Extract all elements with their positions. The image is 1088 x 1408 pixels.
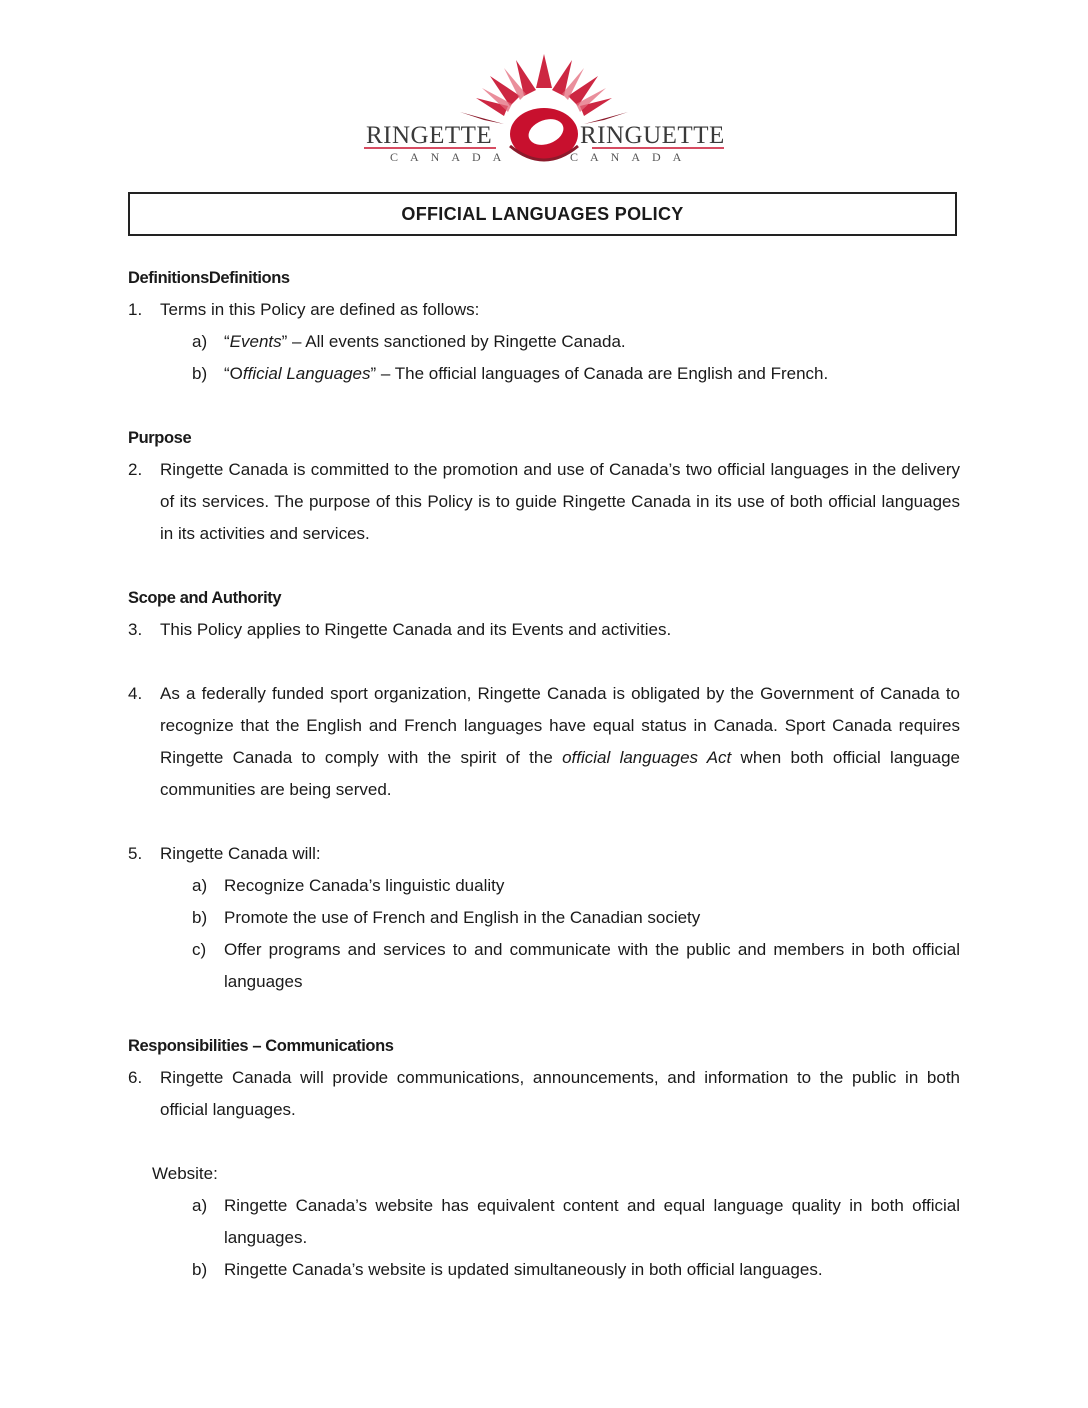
policy-title-box <box>128 192 957 236</box>
logo-subtitle-french: CANADA <box>570 150 694 164</box>
sub-letter: a) <box>192 876 208 895</box>
clause-text: This Policy applies to Ringette Canada and its Events and activities. <box>160 620 672 639</box>
clause-text: Ringette Canada will: <box>160 844 321 863</box>
policy-body <box>128 262 960 1286</box>
purpose-heading: Purpose <box>128 429 192 447</box>
clause-number: 4. <box>128 684 143 703</box>
definition-events <box>128 326 960 358</box>
clause-5b <box>128 902 960 934</box>
sub-letter: c) <box>192 940 207 959</box>
clause-text-end: when both official language communities are being served. <box>160 748 960 799</box>
clause-text: Terms in this Policy are defined as follows: <box>160 300 480 319</box>
ringette-canada-logo <box>364 54 724 166</box>
clause-text: As a federally funded sport organization, Ringette Canada is obligated by the Government of Canada to recognize that the English and French languages have equal status in Canada. Sport Canada requires Ringette Canada to comply with the spirit of the <box>160 684 960 767</box>
clause-text: Ringette Canada is committed to the promotion and use of Canada’s two official languages in the delivery of its services. The purpose of this Policy is to guide Ringette Canada in its use of both official languages in its activities and services. <box>160 460 960 543</box>
clause-text: Ringette Canada will provide communications, announcements, and information to the public in both official languages. <box>160 1068 960 1119</box>
clause-number: 5. <box>128 844 143 863</box>
clause-number: 6. <box>128 1068 143 1087</box>
quote-open: “ <box>224 332 230 351</box>
sub-letter: a) <box>192 1196 208 1215</box>
sub-letter: b) <box>192 364 208 383</box>
logo-wordmark-french: RINGUETTE <box>580 122 725 149</box>
clause-3 <box>128 614 960 646</box>
clause-1 <box>128 294 960 326</box>
clause-number: 1. <box>128 300 143 319</box>
clause-number: 2. <box>128 460 143 479</box>
sub-text: Recognize Canada’s linguistic duality <box>224 876 505 895</box>
logo-subtitle-english: CANADA <box>390 150 514 164</box>
sub-text: Offer programs and services to and communicate with the public and members in both official languages <box>224 940 960 991</box>
sub-letter: a) <box>192 332 208 351</box>
communications-heading: Responsibilities – Communications <box>128 1037 394 1055</box>
clause-4 <box>128 678 960 806</box>
clause-6 <box>128 1062 960 1126</box>
clause-5 <box>128 838 960 870</box>
logo-wordmark-english: RINGETTE <box>366 122 493 149</box>
website-label: Website: <box>152 1164 218 1183</box>
act-name: official languages Act <box>562 748 732 767</box>
clause-5c <box>128 934 960 998</box>
sub-text: Ringette Canada’s website is updated simultaneously in both official languages. <box>224 1260 823 1279</box>
clause-5a <box>128 870 960 902</box>
definitions-heading: DefinitionsDefinitions <box>128 269 290 287</box>
defined-term: fficial Languages <box>242 364 371 383</box>
quote-open: “O <box>224 364 243 383</box>
sub-letter: b) <box>192 908 208 927</box>
policy-title: OFFICIAL LANGUAGES POLICY <box>401 203 684 224</box>
scope-heading: Scope and Authority <box>128 589 282 607</box>
clause-2 <box>128 454 960 550</box>
definition-official-languages <box>128 358 960 390</box>
website-b <box>128 1254 960 1286</box>
definition-text: ” – All events sanctioned by Ringette Canada. <box>281 332 626 351</box>
sub-text: Ringette Canada’s website has equivalent content and equal language quality in both official languages. <box>224 1196 960 1247</box>
clause-number: 3. <box>128 620 143 639</box>
sub-text: Promote the use of French and English in the Canadian society <box>224 908 701 927</box>
definition-text: ” – The official languages of Canada are English and French. <box>370 364 829 383</box>
sub-letter: b) <box>192 1260 208 1279</box>
website-a <box>128 1190 960 1254</box>
defined-term: Events <box>229 332 282 351</box>
